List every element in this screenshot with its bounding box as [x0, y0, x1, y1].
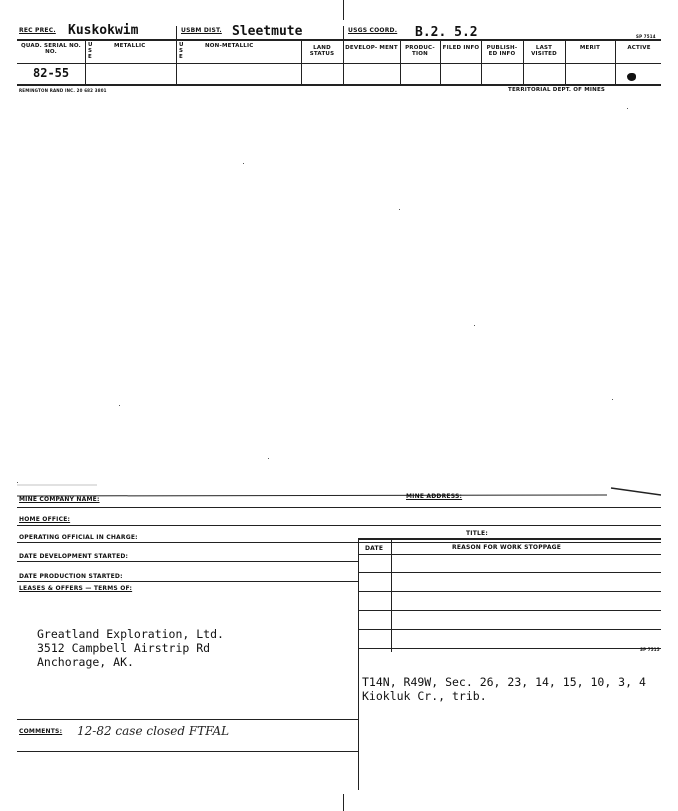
reason-column-header: REASON FOR WORK STOPPAGE [452, 544, 562, 551]
rule [17, 751, 358, 752]
date-column-header: DATE [365, 545, 384, 552]
printer-line: REMINGTON RAND INC. 20 682 3801 [19, 88, 107, 93]
lessee-line-2: 3512 Campbell Airstrip Rd [37, 641, 211, 655]
speck [399, 209, 400, 210]
metallic-header: METALLIC [114, 43, 146, 49]
divider [615, 39, 616, 84]
date-development-label: DATE DEVELOPMENT STARTED: [19, 553, 129, 560]
usbm-dist-label: USBM DIST. [181, 27, 222, 34]
speck [243, 163, 244, 164]
speck [268, 458, 269, 459]
rule [358, 572, 661, 573]
title-label: TITLE: [466, 530, 488, 537]
rule [17, 561, 358, 562]
active-header: ACTIVE [627, 45, 651, 51]
development-header: DEVELOP- MENT [345, 45, 398, 51]
non-metallic-header: NON-METALLIC [205, 43, 254, 49]
divider [565, 39, 566, 84]
divider [481, 39, 482, 84]
bottom-form-number: SP 7515 [640, 647, 660, 652]
usbm-dist-value: Sleetmute [232, 24, 303, 39]
production-header: PRODUC- TION [405, 45, 435, 57]
speck [474, 325, 475, 326]
divider [85, 39, 86, 84]
top-form-number: SP 7514 [636, 34, 656, 39]
published-info-header: PUBLISH- ED INFO [486, 45, 518, 57]
rule [17, 542, 661, 543]
column-divider [358, 540, 359, 790]
quad-serial-header: QUAD. SERIAL NO. NO. [21, 43, 81, 55]
card-top-edge [17, 483, 661, 497]
divider [440, 39, 441, 84]
land-status-header: LAND STATUS [309, 45, 335, 57]
operating-official-label: OPERATING OFFICIAL IN CHARGE: [19, 534, 138, 541]
rule [17, 525, 661, 526]
column-divider [391, 540, 392, 652]
quad-serial-value: 82-55 [33, 66, 70, 80]
rule [17, 507, 661, 508]
lessee-line-3: Anchorage, AK. [37, 655, 134, 669]
department-label: TERRITORIAL DEPT. OF MINES [508, 87, 606, 93]
non-metallic-use-label: U S E [179, 42, 184, 60]
divider [301, 39, 302, 84]
center-fold-line [343, 0, 344, 20]
rule [17, 719, 358, 720]
last-visited-header: LAST VISITED [531, 45, 557, 57]
rule [358, 538, 661, 540]
comments-handwritten: 12-82 case closed FTFAL [77, 724, 230, 738]
filed-info-header: FILED INFO [442, 45, 480, 51]
mine-address-label: MINE ADDRESS: [406, 493, 463, 500]
comments-label: COMMENTS: [19, 728, 63, 735]
merit-header: MERIT [579, 45, 601, 51]
rule [358, 610, 661, 611]
home-office-label: HOME OFFICE: [19, 516, 71, 523]
rule [17, 581, 358, 582]
speck [627, 108, 628, 109]
divider [400, 39, 401, 84]
divider [343, 26, 344, 84]
date-production-label: DATE PRODUCTION STARTED: [19, 573, 123, 580]
lessee-line-1: Greatland Exploration, Ltd. [37, 627, 224, 641]
usgs-coord-label: USGS COORD. [348, 27, 398, 34]
ink-blot [627, 73, 636, 81]
rec-prec-value: Kuskokwim [68, 23, 139, 38]
bottom-rule [17, 84, 661, 86]
center-fold-line [343, 794, 344, 811]
mine-company-label: MINE COMPANY NAME: [19, 496, 100, 503]
location-line-2: Kiokluk Cr., trib. [362, 689, 487, 703]
location-line-1: T14N, R49W, Sec. 26, 23, 14, 15, 10, 3, 4 [362, 675, 646, 689]
speck [119, 405, 120, 406]
rule [358, 629, 661, 630]
divider [176, 26, 177, 84]
rec-prec-label: REC PREC. [19, 27, 56, 34]
rule [358, 648, 661, 649]
rule [358, 554, 661, 555]
divider [523, 39, 524, 84]
leases-label: LEASES & OFFERS — TERMS OF: [19, 585, 133, 592]
speck [612, 399, 613, 400]
usgs-coord-value: B.2. 5.2 [415, 25, 478, 40]
metallic-use-label: U S E [88, 42, 93, 60]
rule [358, 591, 661, 592]
